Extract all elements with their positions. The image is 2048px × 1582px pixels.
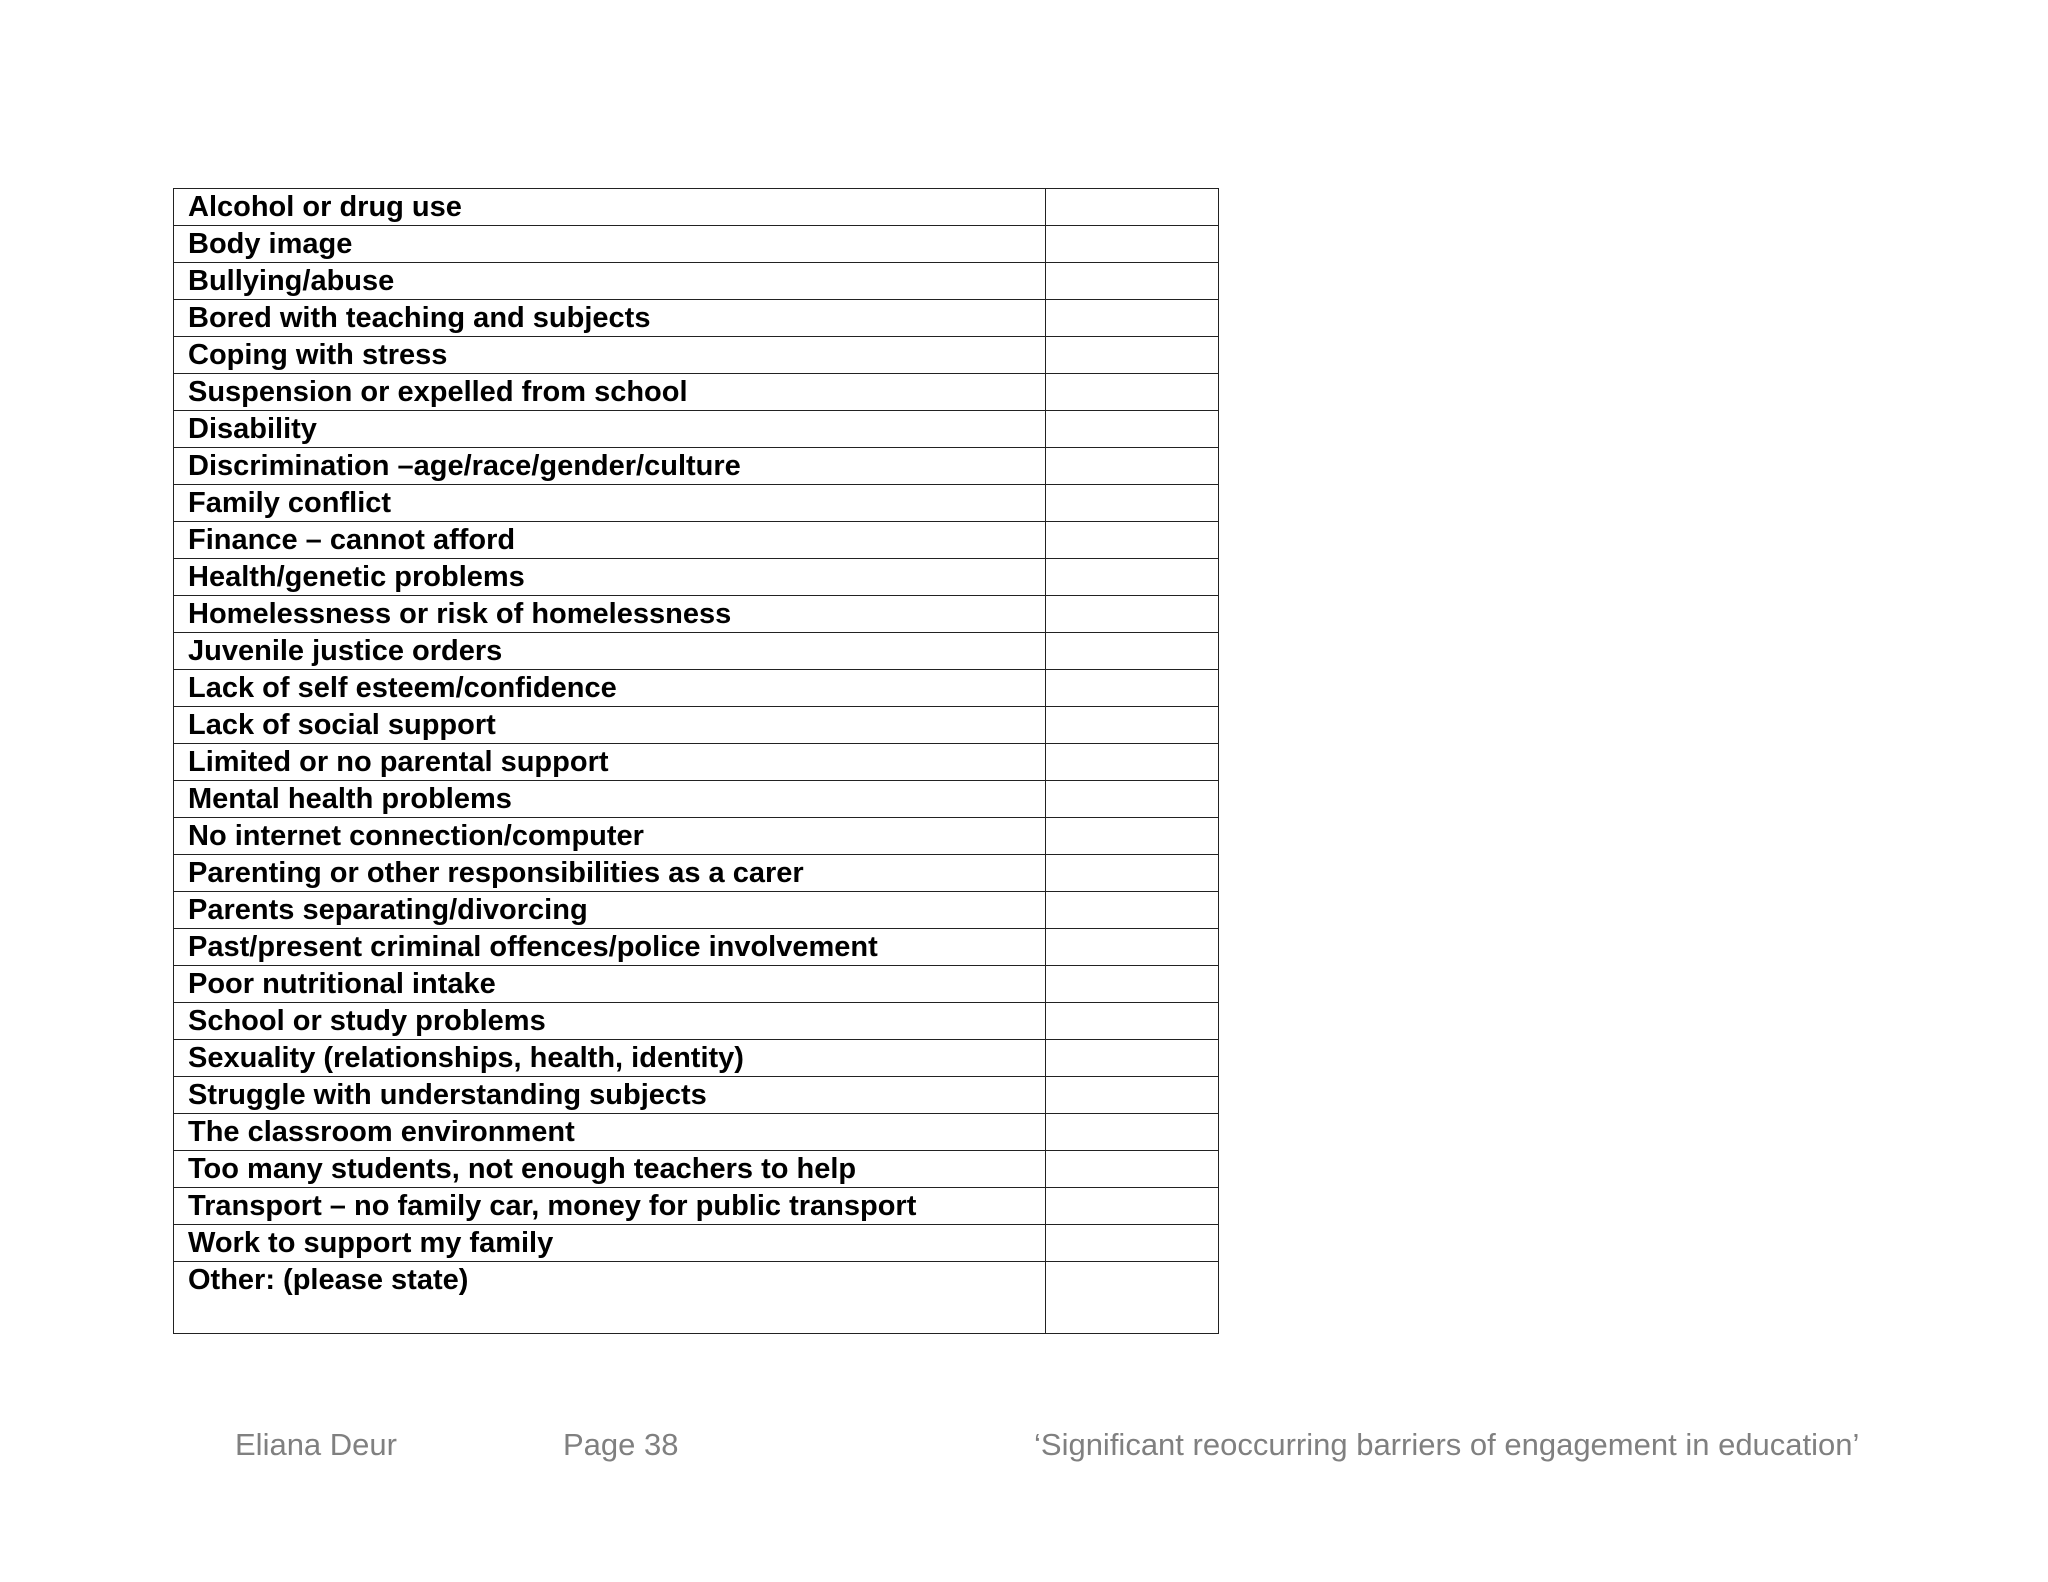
row-label: Past/present criminal offences/police involvement bbox=[174, 929, 1046, 966]
row-label: Health/genetic problems bbox=[174, 559, 1046, 596]
row-check-cell[interactable] bbox=[1046, 374, 1219, 411]
row-label: Disability bbox=[174, 411, 1046, 448]
row-check-cell[interactable] bbox=[1046, 559, 1219, 596]
row-label: Suspension or expelled from school bbox=[174, 374, 1046, 411]
row-label: Homelessness or risk of homelessness bbox=[174, 596, 1046, 633]
footer-document-title: ‘Significant reoccurring barriers of engagement in education’ bbox=[1034, 1427, 1860, 1462]
row-check-cell[interactable] bbox=[1046, 781, 1219, 818]
row-label: Limited or no parental support bbox=[174, 744, 1046, 781]
row-check-cell[interactable] bbox=[1046, 300, 1219, 337]
row-label: Parents separating/divorcing bbox=[174, 892, 1046, 929]
row-check-cell[interactable] bbox=[1046, 707, 1219, 744]
table-row bbox=[174, 781, 1219, 818]
table-row bbox=[174, 448, 1219, 485]
table-row bbox=[174, 1003, 1219, 1040]
row-check-cell[interactable] bbox=[1046, 226, 1219, 263]
row-check-cell-other[interactable] bbox=[1046, 1262, 1219, 1334]
row-check-cell[interactable] bbox=[1046, 596, 1219, 633]
table-row bbox=[174, 855, 1219, 892]
table-row bbox=[174, 1040, 1219, 1077]
row-check-cell[interactable] bbox=[1046, 411, 1219, 448]
table-row bbox=[174, 707, 1219, 744]
table-row bbox=[174, 596, 1219, 633]
row-label: Parenting or other responsibilities as a carer bbox=[174, 855, 1046, 892]
table-row bbox=[174, 1114, 1219, 1151]
row-label: Family conflict bbox=[174, 485, 1046, 522]
row-label: Mental health problems bbox=[174, 781, 1046, 818]
row-label: Finance – cannot afford bbox=[174, 522, 1046, 559]
table-row bbox=[174, 670, 1219, 707]
row-check-cell[interactable] bbox=[1046, 892, 1219, 929]
table-row bbox=[174, 559, 1219, 596]
row-label: School or study problems bbox=[174, 1003, 1046, 1040]
barriers-checklist-table bbox=[173, 188, 1219, 1334]
table-row bbox=[174, 374, 1219, 411]
row-label: Body image bbox=[174, 226, 1046, 263]
row-label: No internet connection/computer bbox=[174, 818, 1046, 855]
footer-page-number: Page 38 bbox=[563, 1427, 679, 1462]
row-label: Juvenile justice orders bbox=[174, 633, 1046, 670]
row-label: Sexuality (relationships, health, identity) bbox=[174, 1040, 1046, 1077]
table-row bbox=[174, 337, 1219, 374]
row-check-cell[interactable] bbox=[1046, 337, 1219, 374]
row-check-cell[interactable] bbox=[1046, 1003, 1219, 1040]
row-label: Bullying/abuse bbox=[174, 263, 1046, 300]
table-row bbox=[174, 411, 1219, 448]
table-row bbox=[174, 744, 1219, 781]
row-check-cell[interactable] bbox=[1046, 818, 1219, 855]
table-row bbox=[174, 485, 1219, 522]
table-row bbox=[174, 892, 1219, 929]
row-label: Struggle with understanding subjects bbox=[174, 1077, 1046, 1114]
footer-author: Eliana Deur bbox=[235, 1427, 397, 1462]
row-check-cell[interactable] bbox=[1046, 263, 1219, 300]
row-check-cell[interactable] bbox=[1046, 1114, 1219, 1151]
row-check-cell[interactable] bbox=[1046, 485, 1219, 522]
row-check-cell[interactable] bbox=[1046, 1188, 1219, 1225]
row-label: Lack of social support bbox=[174, 707, 1046, 744]
table-row bbox=[174, 189, 1219, 226]
row-label: Coping with stress bbox=[174, 337, 1046, 374]
table-row bbox=[174, 1151, 1219, 1188]
row-check-cell[interactable] bbox=[1046, 929, 1219, 966]
row-check-cell[interactable] bbox=[1046, 670, 1219, 707]
table-row bbox=[174, 263, 1219, 300]
row-check-cell[interactable] bbox=[1046, 1040, 1219, 1077]
row-check-cell[interactable] bbox=[1046, 522, 1219, 559]
row-label-other: Other: (please state) bbox=[174, 1262, 1046, 1334]
row-label: The classroom environment bbox=[174, 1114, 1046, 1151]
table-row bbox=[174, 1225, 1219, 1262]
row-check-cell[interactable] bbox=[1046, 633, 1219, 670]
row-check-cell[interactable] bbox=[1046, 1151, 1219, 1188]
table-row bbox=[174, 522, 1219, 559]
table-row bbox=[174, 1188, 1219, 1225]
row-check-cell[interactable] bbox=[1046, 855, 1219, 892]
row-label: Lack of self esteem/confidence bbox=[174, 670, 1046, 707]
row-check-cell[interactable] bbox=[1046, 448, 1219, 485]
table-row bbox=[174, 300, 1219, 337]
row-label: Transport – no family car, money for public transport bbox=[174, 1188, 1046, 1225]
table-row bbox=[174, 966, 1219, 1003]
table-row bbox=[174, 929, 1219, 966]
table-row bbox=[174, 1077, 1219, 1114]
row-check-cell[interactable] bbox=[1046, 189, 1219, 226]
row-label: Bored with teaching and subjects bbox=[174, 300, 1046, 337]
row-label: Alcohol or drug use bbox=[174, 189, 1046, 226]
row-label: Discrimination –age/race/gender/culture bbox=[174, 448, 1046, 485]
row-check-cell[interactable] bbox=[1046, 744, 1219, 781]
row-check-cell[interactable] bbox=[1046, 966, 1219, 1003]
row-check-cell[interactable] bbox=[1046, 1077, 1219, 1114]
row-label: Work to support my family bbox=[174, 1225, 1046, 1262]
table-row bbox=[174, 633, 1219, 670]
row-label: Poor nutritional intake bbox=[174, 966, 1046, 1003]
row-label: Too many students, not enough teachers to help bbox=[174, 1151, 1046, 1188]
table-row bbox=[174, 226, 1219, 263]
table-row-other bbox=[174, 1262, 1219, 1334]
table-row bbox=[174, 818, 1219, 855]
row-check-cell[interactable] bbox=[1046, 1225, 1219, 1262]
